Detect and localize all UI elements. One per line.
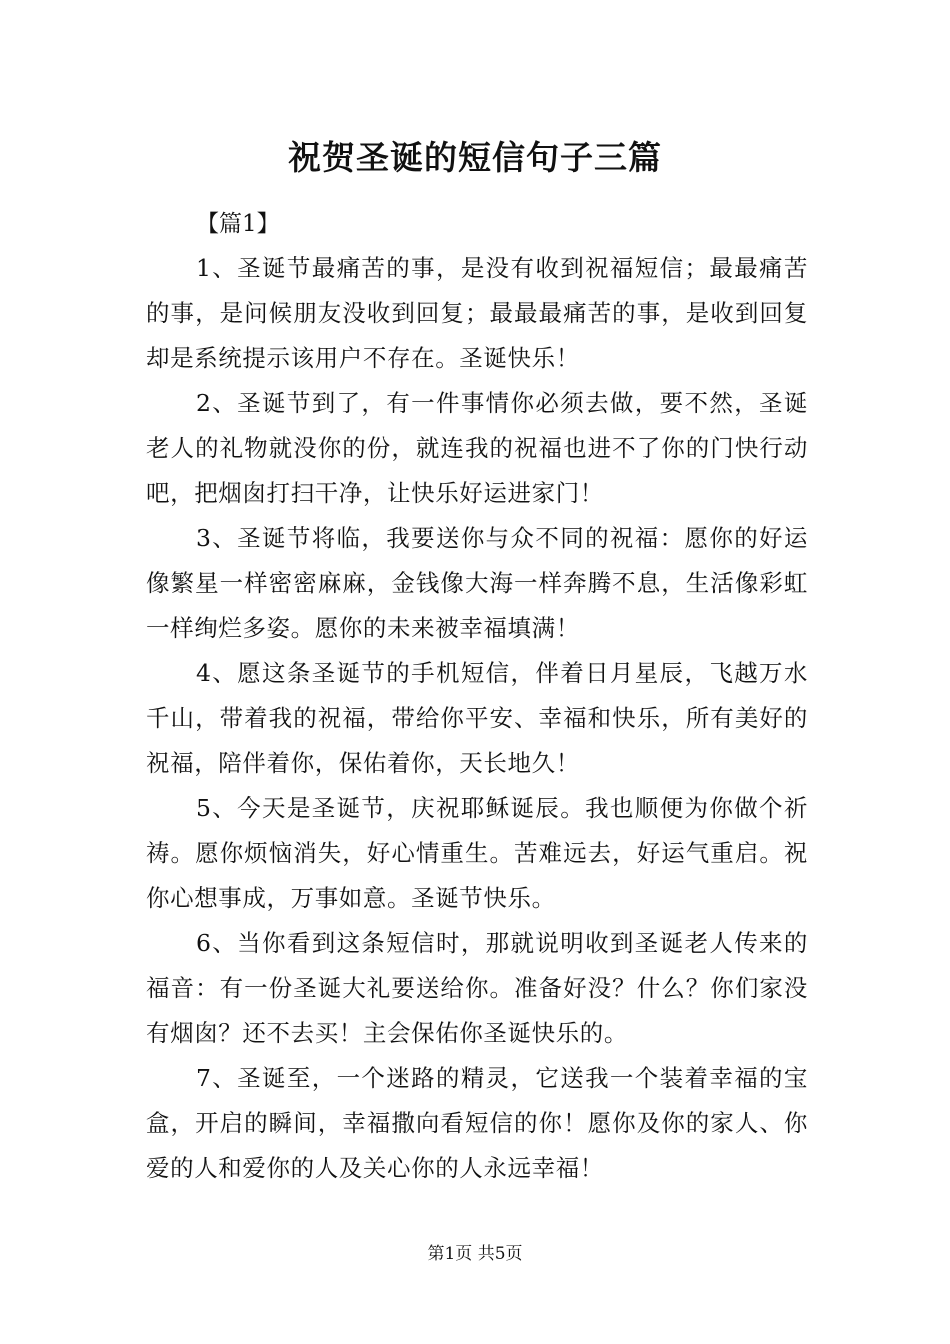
paragraph-6: 6、当你看到这条短信时，那就说明收到圣诞老人传来的福音：有一份圣诞大礼要送给你。准备好没？什么？你们家没有烟囱？还不去买！主会保佑你圣诞快乐的。 — [146, 929, 808, 1047]
paragraph-3: 3、圣诞节将临，我要送你与众不同的祝福：愿你的好运像繁星一样密密麻麻，金钱像大海一样奔腾不息，生活像彩虹一样绚烂多姿。愿你的未来被幸福填满！ — [146, 524, 808, 642]
paragraph-4: 4、愿这条圣诞节的手机短信，伴着日月星辰，飞越万水千山，带着我的祝福，带给你平安、幸福和快乐，所有美好的祝福，陪伴着你，保佑着你，天长地久！ — [146, 659, 808, 777]
paragraph-7: 7、圣诞至，一个迷路的精灵，它送我一个装着幸福的宝盒，开启的瞬间，幸福撒向看短信的你！愿你及你的家人、你爱的人和爱你的人及关心你的人永远幸福！ — [146, 1064, 808, 1182]
section-label: 【篇1】 — [196, 211, 280, 237]
paragraph-1: 1、圣诞节最痛苦的事，是没有收到祝福短信；最最痛苦的事，是问候朋友没收到回复；最最最痛苦的事，是收到回复却是系统提示该用户不存在。圣诞快乐！ — [146, 254, 808, 372]
paragraph-2: 2、圣诞节到了，有一件事情你必须去做，要不然，圣诞老人的礼物就没你的份，就连我的祝福也进不了你的门快行动吧，把烟囱打扫干净，让快乐好运进家门！ — [146, 389, 808, 507]
document-title: 祝贺圣诞的短信句子三篇 — [288, 138, 662, 177]
document-body — [146, 246, 808, 1191]
paragraph-5: 5、今天是圣诞节，庆祝耶稣诞辰。我也顺便为你做个祈祷。愿你烦恼消失，好心情重生。苦难远去，好运气重启。祝你心想事成，万事如意。圣诞节快乐。 — [146, 794, 808, 912]
page-footer: 第1页 共5页 — [427, 1244, 523, 1264]
